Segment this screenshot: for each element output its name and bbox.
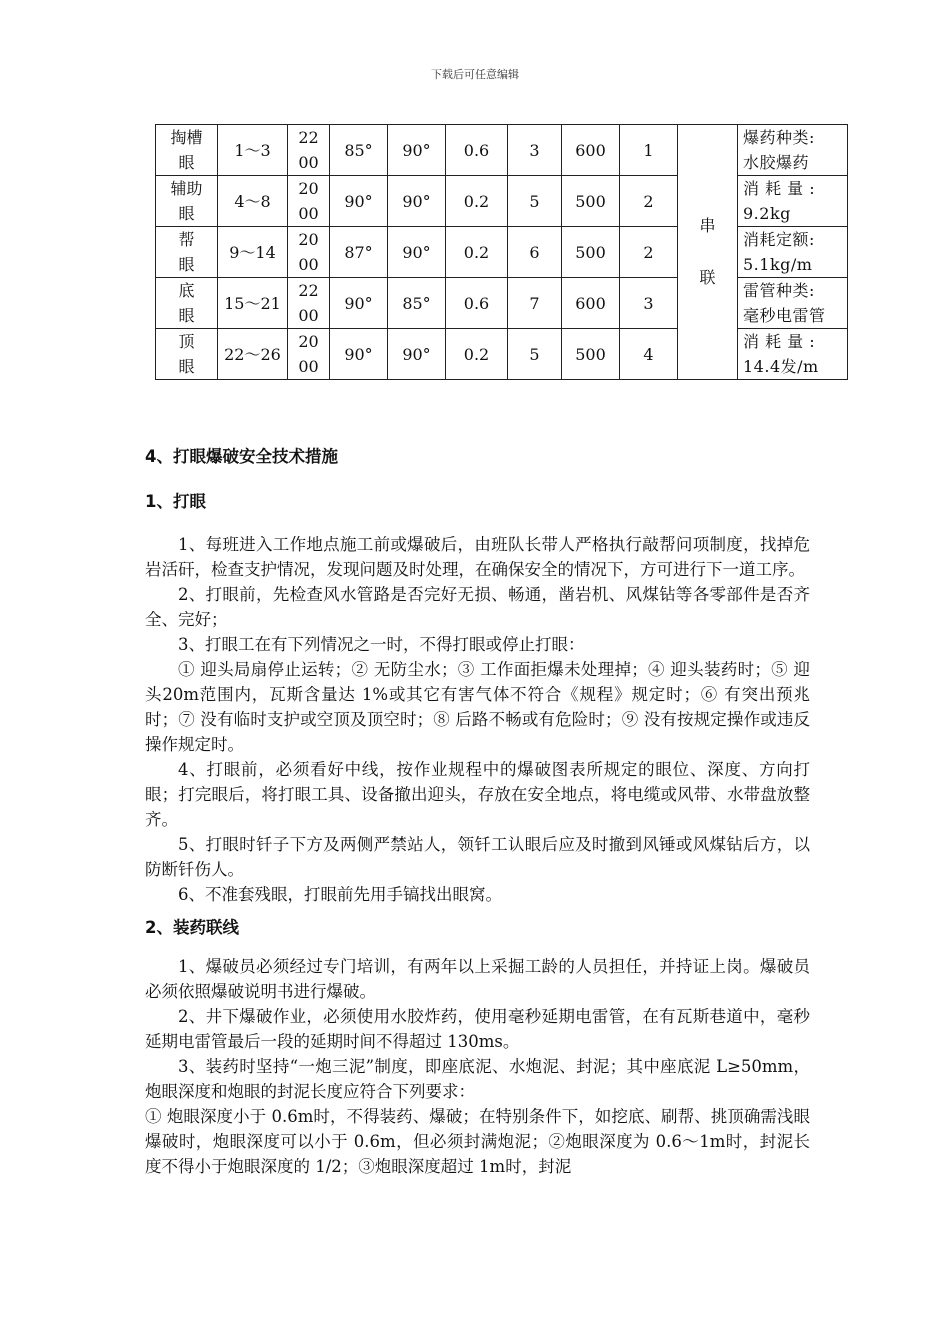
- spacing-cell: 0.2: [446, 227, 508, 278]
- note-line: 毫秒电雷管: [743, 306, 826, 325]
- vertical-angle-cell: 90°: [388, 176, 446, 227]
- note-line: 消 耗 量 :: [743, 179, 816, 198]
- table-row: [156, 278, 848, 329]
- hole-name-cell: [156, 176, 218, 227]
- sequence-cell: 3: [620, 278, 678, 329]
- sequence-cell: 2: [620, 176, 678, 227]
- document-body: [145, 444, 810, 1179]
- seal-length-cell: 600: [562, 125, 620, 176]
- paragraph: 5、打眼时钎子下方及两侧严禁站人，领钎工认眼后应及时撤到风锤或风煤钻后方，以防断钎伤人。: [145, 835, 810, 879]
- connection-char: 联: [699, 268, 716, 287]
- seal-length-cell: 600: [562, 278, 620, 329]
- hole-name-cell-line: 帮: [178, 230, 195, 249]
- horizontal-angle-cell: 90°: [330, 176, 388, 227]
- charge-cell: 6: [508, 227, 562, 278]
- subsection-title-charging: 2、装药联线: [145, 918, 239, 937]
- hole-numbers-cell: 4～8: [218, 176, 288, 227]
- hole-numbers-cell: 1～3: [218, 125, 288, 176]
- hole-depth-cell-line: 00: [298, 357, 319, 376]
- hole-depth-cell: [288, 278, 330, 329]
- connection-method-cell: [678, 125, 738, 380]
- table-row: [156, 125, 848, 176]
- spacing-cell: 0.2: [446, 329, 508, 380]
- hole-name-cell-line: 顶: [178, 332, 195, 351]
- paragraph: ① 迎头局扇停止运转；② 无防尘水；③ 工作面拒爆未处理掉；④ 迎头装药时；⑤ 迎头20m范围内，瓦斯含量达 1%或其它有害气体不符合《规程》规定时；⑥ 有突出预兆时；⑦ 没有临时支护或空顶及顶空时；⑧ 后路不畅或有危险时；⑨ 没有按规定操作或违反操作规定时。: [145, 660, 810, 754]
- hole-name-cell-line: 眼: [178, 255, 195, 274]
- vertical-angle-cell: 90°: [388, 227, 446, 278]
- note-cell: [738, 125, 848, 176]
- spacing-cell: 0.6: [446, 278, 508, 329]
- hole-name-cell-line: 眼: [178, 357, 195, 376]
- hole-depth-cell-line: 00: [298, 204, 319, 223]
- spacing-cell: 0.2: [446, 176, 508, 227]
- blasting-parameter-table: [155, 124, 848, 380]
- paragraph: 3、装药时坚持“一炮三泥”制度，即座底泥、水炮泥、封泥；其中座底泥 L≥50mm，炮眼深度和炮眼的封泥长度应符合下列要求：: [145, 1057, 810, 1101]
- charge-cell: 5: [508, 176, 562, 227]
- spacing-cell: 0.6: [446, 125, 508, 176]
- hole-depth-cell-line: 22: [298, 128, 319, 147]
- page-header: 下载后可任意编辑: [431, 68, 519, 81]
- hole-depth-cell: [288, 176, 330, 227]
- horizontal-angle-cell: 90°: [330, 329, 388, 380]
- connection-char: 串: [699, 216, 716, 235]
- note-line: 14.4发/m: [743, 357, 819, 376]
- vertical-angle-cell: 90°: [388, 125, 446, 176]
- hole-name-cell: [156, 125, 218, 176]
- subsection-title-drilling: 1、打眼: [145, 492, 206, 511]
- table-row: [156, 329, 848, 380]
- hole-numbers-cell: 22～26: [218, 329, 288, 380]
- table-row: [156, 227, 848, 278]
- paragraph: 3、打眼工在有下列情况之一时，不得打眼或停止打眼：: [178, 635, 585, 654]
- hole-name-cell: [156, 329, 218, 380]
- hole-depth-cell-line: 20: [298, 332, 319, 351]
- hole-name-cell: [156, 227, 218, 278]
- paragraph: 4、打眼前，必须看好中线，按作业规程中的爆破图表所规定的眼位、深度、方向打眼；打完眼后，将打眼工具、设备撤出迎头，存放在安全地点，将电缆或风带、水带盘放整齐。: [145, 760, 810, 829]
- charge-cell: 3: [508, 125, 562, 176]
- hole-name-cell-line: 眼: [178, 204, 195, 223]
- hole-depth-cell: [288, 329, 330, 380]
- hole-depth-cell-line: 20: [298, 179, 319, 198]
- hole-name-cell: [156, 278, 218, 329]
- hole-depth-cell-line: 00: [298, 306, 319, 325]
- hole-depth-cell-line: 00: [298, 153, 319, 172]
- hole-name-cell-line: 眼: [178, 306, 195, 325]
- paragraph: ① 炮眼深度小于 0.6m时，不得装药、爆破；在特别条件下，如挖底、刷帮、挑顶确需浅眼爆破时，炮眼深度可以小于 0.6m，但必须封满炮泥；②炮眼深度为 0.6～1m时，封泥长度不得小于炮眼深度的 1/2；③炮眼深度超过 1m时，封泥: [145, 1107, 810, 1176]
- vertical-angle-cell: 90°: [388, 329, 446, 380]
- sequence-cell: 1: [620, 125, 678, 176]
- note-cell: [738, 227, 848, 278]
- note-line: 雷管种类:: [743, 281, 815, 300]
- table-row: [156, 176, 848, 227]
- hole-name-cell-line: 掏槽: [170, 128, 203, 147]
- horizontal-angle-cell: 85°: [330, 125, 388, 176]
- section-title: 4、打眼爆破安全技术措施: [145, 447, 338, 466]
- vertical-angle-cell: 85°: [388, 278, 446, 329]
- hole-name-cell-line: 底: [178, 281, 195, 300]
- paragraph: 2、打眼前，先检查风水管路是否完好无损、畅通，凿岩机、风煤钻等各零部件是否齐全、完好；: [145, 585, 810, 629]
- note-line: 爆药种类:: [743, 128, 815, 147]
- note-line: 水胶爆药: [743, 153, 810, 172]
- paragraph: 1、每班进入工作地点施工前或爆破后，由班队长带人严格执行敲帮问项制度，找掉危岩活矸，检查支护情况，发现问题及时处理，在确保安全的情况下，方可进行下一道工序。: [145, 535, 810, 579]
- hole-name-cell-line: 辅助: [170, 179, 203, 198]
- horizontal-angle-cell: 90°: [330, 278, 388, 329]
- horizontal-angle-cell: 87°: [330, 227, 388, 278]
- paragraph: 2、井下爆破作业，必须使用水胶炸药，使用毫秒延期电雷管，在有瓦斯巷道中，毫秒延期电雷管最后一段的延期时间不得超过 130ms。: [145, 1007, 810, 1051]
- paragraph: 6、不准套残眼，打眼前先用手镐找出眼窝。: [178, 885, 502, 904]
- seal-length-cell: 500: [562, 227, 620, 278]
- hole-name-cell-line: 眼: [178, 153, 195, 172]
- note-line: 9.2kg: [743, 204, 791, 223]
- note-cell: [738, 329, 848, 380]
- note-line: 消 耗 量 :: [743, 332, 816, 351]
- seal-length-cell: 500: [562, 329, 620, 380]
- note-cell: [738, 176, 848, 227]
- sequence-cell: 4: [620, 329, 678, 380]
- hole-depth-cell-line: 22: [298, 281, 319, 300]
- hole-depth-cell: [288, 227, 330, 278]
- hole-depth-cell: [288, 125, 330, 176]
- sequence-cell: 2: [620, 227, 678, 278]
- charge-cell: 5: [508, 329, 562, 380]
- hole-depth-cell-line: 20: [298, 230, 319, 249]
- hole-depth-cell-line: 00: [298, 255, 319, 274]
- note-line: 5.1kg/m: [743, 255, 813, 274]
- note-cell: [738, 278, 848, 329]
- hole-numbers-cell: 15～21: [218, 278, 288, 329]
- hole-numbers-cell: 9～14: [218, 227, 288, 278]
- charge-cell: 7: [508, 278, 562, 329]
- note-line: 消耗定额:: [743, 230, 815, 249]
- paragraph: 1、爆破员必须经过专门培训，有两年以上采掘工龄的人员担任，并持证上岗。爆破员必须依照爆破说明书进行爆破。: [145, 957, 810, 1001]
- seal-length-cell: 500: [562, 176, 620, 227]
